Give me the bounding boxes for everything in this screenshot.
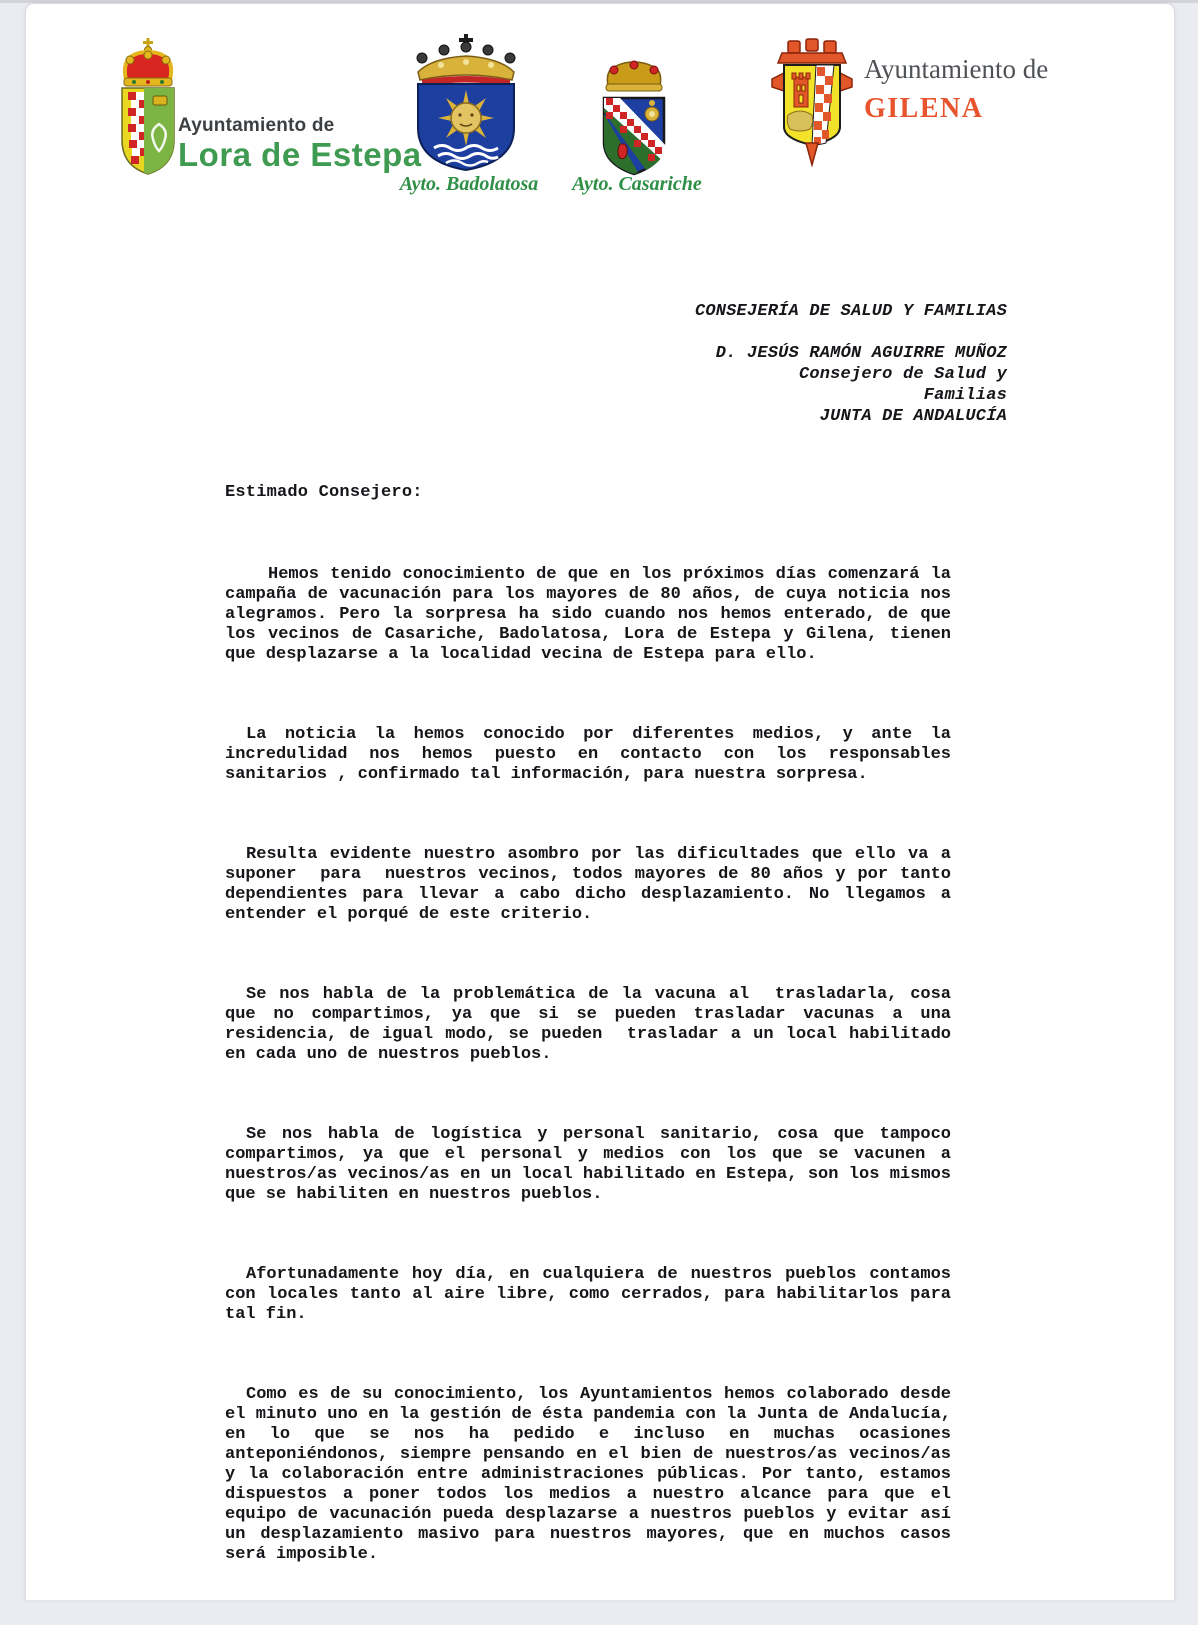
letter-body (225, 525, 962, 1625)
casariche-caption: Ayto. Casariche (572, 173, 702, 195)
salutation: Estimado Consejero: (225, 483, 423, 502)
recipient-name: D. JESÚS RAMÓN AGUIRRE MUÑOZ (715, 344, 1007, 363)
lora-title-top: Ayuntamiento de (178, 115, 335, 136)
recipient-role-line1: Consejero de Salud y (798, 365, 1007, 384)
recipient-organization: CONSEJERÍA DE SALUD Y FAMILIAS (694, 302, 1007, 321)
recipient-role-line2: Familias (923, 386, 1007, 405)
recipient-government: JUNTA DE ANDALUCÍA (819, 407, 1007, 426)
letter-paragraph: La noticia la hemos conocido por diferentes medios, y ante la incredulidad nos hemos puesto en contacto con los responsables sanitarios , confirmado tal información, para nuestra sorpresa. (225, 725, 962, 784)
letter-paragraph: Se nos habla de logística y personal sanitario, cosa que tampoco compartimos, ya que el personal y medios con los que se vacunen a nuestros/as vecinos/as en un local habilitado en Estepa, son los mismos que se habiliten en nuestros pueblos. (225, 1125, 962, 1204)
letter-paragraph: Como es de su conocimiento, los Ayuntamientos hemos colaborado desde el minuto uno en la gestión de ésta pandemia con la Junta de Andalucía, en lo que se nos ha pedido e incluso en muchas ocasiones anteponiéndonos, siempre pensando en el bien de nuestros/as vecinos/as y la colaboración entre administraciones públicas. Por tanto, estamos dispuestos a poner todos los medios a nuestro alcance para que el equipo de vacunación pueda desplazarse a nuestros pueblos y evitar así un desplazamiento masivo para nuestros mayores, que en muchos casos será imposible. (225, 1385, 962, 1564)
letter-paragraph: Se nos habla de la problemática de la vacuna al trasladarla, cosa que no compartimos, ya que si se pueden trasladar vacunas a una residencia, de igual modo, se pueden trasladar a un local habilitado en cada uno de nuestros pueblos. (225, 985, 962, 1064)
letter-paragraph: Afortunadamente hoy día, en cualquiera de nuestros pueblos contamos con locales tanto al aire libre, como cerrados, para habilitarlos para tal fin. (225, 1265, 962, 1324)
casariche-shield-icon (598, 56, 670, 178)
recipient-block (695, 301, 1007, 427)
badolatosa-shield-icon (408, 32, 524, 172)
gilena-shield-icon (764, 37, 860, 167)
gilena-title-main: GILENA (864, 93, 984, 124)
lora-title-main: Lora de Estepa (178, 136, 422, 173)
letter-paragraph: Resulta evidente nuestro asombro por las dificultades que ello va a suponer para nuestros vecinos, todos mayores de 80 años y por tanto dependientes para llevar a cabo dicho desplazamiento. No llegamos a entender el porqué de este criterio. (225, 845, 962, 924)
badolatosa-caption: Ayto. Badolatosa (399, 173, 539, 195)
letter-page (25, 3, 1175, 1600)
lora-de-estepa-shield-icon (118, 36, 178, 178)
letter-paragraph: Hemos tenido conocimiento de que en los próximos días comenzará la campaña de vacunación para los mayores de 80 años, de cuya noticia nos alegramos. Pero la sorpresa ha sido cuando nos hemos enterado, de que los vecinos de Casariche, Badolatosa, Lora de Estepa y Gilena, tienen que desplazarse a la localidad vecina de Estepa para ello. (225, 565, 962, 664)
gilena-title-top: Ayuntamiento de (864, 54, 1049, 84)
lora-de-estepa-wordmark (178, 116, 422, 171)
gilena-wordmark (864, 56, 1048, 123)
